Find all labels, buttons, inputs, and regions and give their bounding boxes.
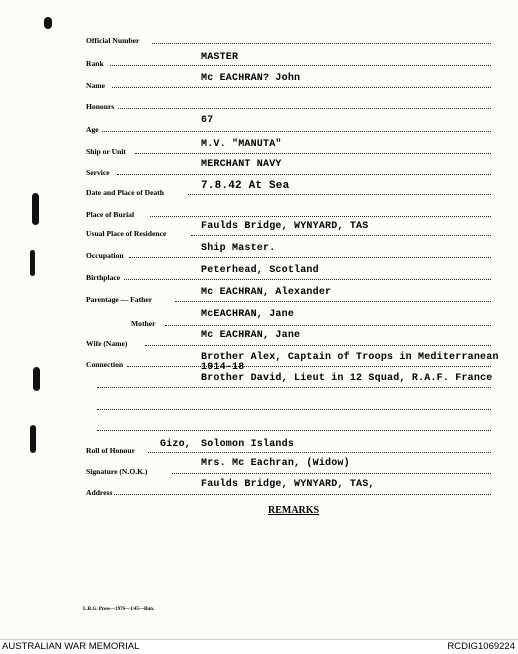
field-value: Mc EACHRAN, Jane [201,330,301,341]
archive-footer [0,639,518,654]
field-value: MASTER [201,52,239,63]
field-label: Ship or Unit [86,147,126,156]
field-label: Connection [86,360,124,369]
field-signature [0,458,518,480]
field-value: Faulds Bridge, WYNYARD, TAS, [201,479,375,490]
punch-hole-top [44,17,52,29]
field-label: Parentage — Father [86,295,153,304]
field-label: Official Number [86,36,140,45]
field-label: Wife (Name) [86,339,128,348]
field-date-place-death [0,180,518,202]
field-value: MERCHANT NAVY [201,159,282,170]
field-label: Roll of Honour [86,446,135,455]
field-mother [0,309,518,331]
dotted-line [127,366,491,367]
dotted-line [97,430,491,431]
dotted-line [152,43,491,44]
dotted-line [191,235,491,236]
field-label: Birthplace [86,273,121,282]
dotted-line [148,452,491,453]
field-name [0,73,518,95]
dotted-line [175,301,491,302]
field-label: Service [86,168,110,177]
dotted-line [118,108,491,109]
dotted-line [129,257,491,258]
field-label: Occupation [86,251,124,260]
field-value: Peterhead, Scotland [201,265,319,276]
field-value: Faulds Bridge, WYNYARD, TAS [201,221,369,232]
field-value: Solomon Islands [201,439,295,450]
dotted-line [97,387,491,388]
footer-record-id: RCDIG1069224 [447,641,515,652]
dotted-line [102,131,491,132]
dotted-line [150,216,491,217]
field-label: Rank [86,59,104,68]
field-label: Date and Place of Death [86,188,165,197]
field-value: Mc EACHRAN? John [201,73,301,84]
field-value: McEACHRAN, Jane [201,309,295,320]
field-label: Place of Burial [86,210,135,219]
field-value: Mc EACHRAN, Alexander [201,287,332,298]
field-rank [0,52,518,74]
field-roll-of-honour [0,437,518,459]
field-value: Mrs. Mc Eachran, (Widow) [201,458,350,469]
field-value: M.V. "MANUTA" [201,139,282,150]
field-label: Address [86,488,113,497]
field-age [0,115,518,137]
field-connection [0,352,518,374]
dotted-line [97,409,491,410]
field-value: Brother Alex, Captain of Troops in Mediterranean [201,352,499,363]
dotted-line [145,345,491,346]
field-label: Usual Place of Residence [86,229,167,238]
connection-line-2: 1914-18 [201,362,245,373]
field-address [0,479,518,501]
field-value-prefix: Gizo, [160,439,192,450]
field-value: 67 [201,115,214,126]
dotted-line [112,87,491,88]
footer-institution: AUSTRALIAN WAR MEMORIAL [2,641,140,652]
dotted-line [117,174,491,175]
field-service [0,159,518,181]
field-label: Signature (N.O.K.) [86,467,148,476]
remarks-heading: REMARKS [268,505,320,516]
field-official-number [0,31,518,53]
dotted-line [110,65,491,66]
dotted-line [114,494,491,495]
field-usual-residence [0,221,518,243]
field-label: Mother [131,319,156,328]
field-ship-or-unit [0,139,518,161]
field-label: Age [86,125,99,134]
field-occupation [0,243,518,265]
dotted-line [165,325,491,326]
field-value: Ship Master. [201,243,276,254]
dotted-line [188,194,491,195]
field-label: Name [86,81,105,90]
dotted-line [172,473,491,474]
field-value: 7.8.42 At Sea [201,180,290,192]
field-wife [0,330,518,352]
field-father [0,287,518,309]
field-label: Honours [86,102,115,111]
printer-line: L.R.G. Press—1976—1/45—Bun. [83,607,155,612]
dotted-line [135,153,491,154]
dotted-line [124,279,491,280]
connection-line-3: Brother David, Lieut in 12 Squad, R.A.F. France [201,373,493,384]
field-birthplace [0,265,518,287]
